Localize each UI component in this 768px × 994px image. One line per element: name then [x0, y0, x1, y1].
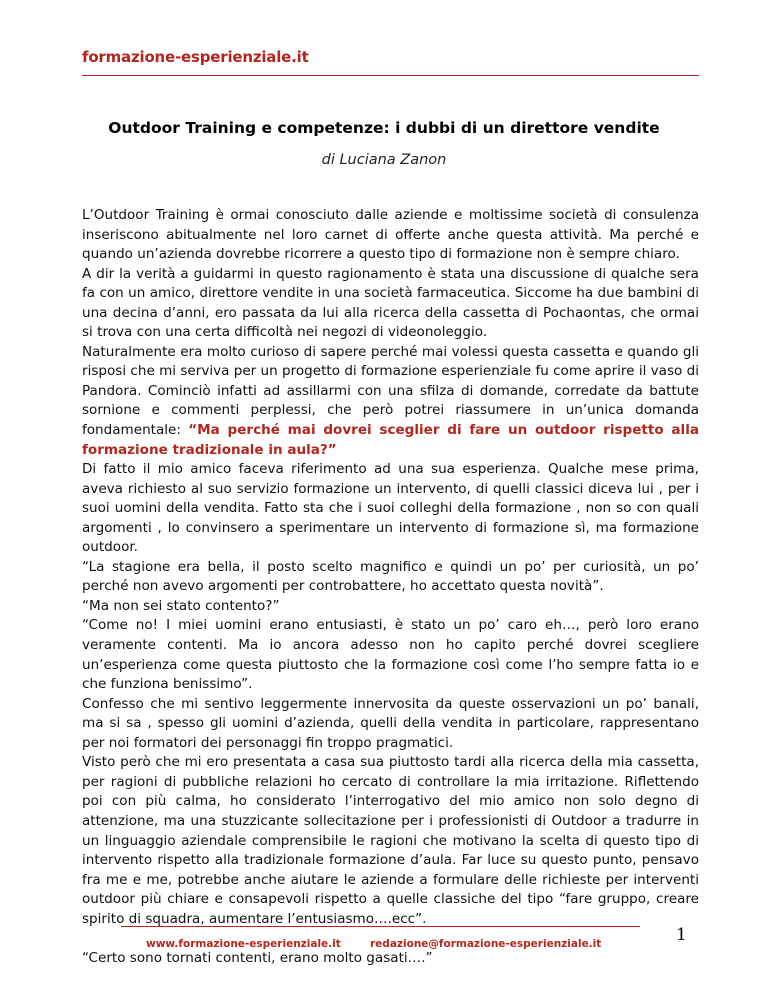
paragraph — [82, 343, 699, 460]
header-divider — [82, 75, 699, 76]
article-byline: di Luciana Zanon — [321, 152, 447, 168]
footer-email-link[interactable]: redazione@formazione-esperienziale.it — [370, 938, 602, 950]
key-question: “Ma perché mai dovrei sceglier di fare un outdoor rispetto alla formazione tradizionale in aula?” — [82, 422, 699, 458]
page-number: 1 — [676, 925, 687, 945]
paragraph: “Ma non sei stato contento?” — [82, 597, 280, 614]
brand-logo-text: formazione-esperienziale.it — [82, 48, 309, 66]
paragraph: Visto però che mi ero presentata a casa sua piuttosto tardi alla ricerca della mia cassetta, per ragioni di pubbliche relazioni ho cercato di controllare la mia irritazione. Riflettendo poi con più calma, ho considerato l’interrogativo del mio amico non solo degno di attenzione, ma una stuzzicante sollecitazione per i professionisti di Outdoor a tradurre in un linguaggio aziendale comprensibile le ragioni che motivano la scelta di questo tipo di intervento rispetto alla tradizionale formazione d’aula. Far luce su questo punto, pensavo fra me e me, potrebbe anche aiutare le aziende a formulare delle richieste per interventi outdoor più chiare e consapevoli rispetto a quelle classiche del tipo “fare gruppo, creare spirito di squadra, aumentare l’entusiasmo….ecc”. — [82, 754, 699, 927]
article-body — [82, 206, 699, 968]
paragraph: L’Outdoor Training è ormai conosciuto dalle aziende e moltissime società di consulenza inseriscono abitualmente nel loro carnet di offerte anche questa attività. Ma perché e quando un’azienda dovrebbe ricorrere a questo tipo di formazione non è sempre chiaro. — [82, 207, 699, 263]
paragraph: “Come no! I miei uomini erano entusiasti, è stato un po’ caro eh…, però loro erano veramente contenti. Ma io ancora adesso non ho capito perché dovrei scegliere un’esperienza come questa piuttosto che la formazione così come l’ho sempre fatta io e che funziona benissimo”. — [82, 617, 699, 693]
article-title: Outdoor Training e competenze: i dubbi di un direttore vendite — [108, 119, 660, 137]
paragraph: A dir la verità a guidarmi in questo ragionamento è stata una discussione di qualche sera fa con un amico, direttore vendite in una società farmaceutica. Siccome ha due bambini di una decina d’anni, ero passata da lui alla ricerca della cassetta di Pochaontas, che ormai si trova con una certa difficoltà nei negozi di videonoleggio. — [82, 265, 699, 341]
footer-links — [0, 938, 768, 954]
paragraph: “La stagione era bella, il posto scelto magnifico e quindi un po’ per curiosità, un po’ perché non avevo argomenti per controbattere, ho accettato questa novità”. — [82, 558, 699, 595]
footer-website-link[interactable]: www.formazione-esperienziale.it — [146, 938, 341, 950]
footer-divider — [121, 926, 640, 927]
paragraph: Confesso che mi sentivo leggermente innervosita da queste osservazioni un po’ banali, ma si sa , spesso gli uomini d’azienda, quelli della vendita in particolare, rappresentano per noi formatori dei personaggi fin troppo pragmatici. — [82, 695, 699, 751]
paragraph-text: Naturalmente era molto curioso di sapere perché mai volessi questa cassetta e quando gli risposi che mi serviva per un progetto di formazione esperienziale fu come aprire il vaso di Pandora. Cominciò infatti ad assillarmi con una sfilza di domande, corredate da battute sornione e commenti perplessi, che però potrei riassumere in un’unica domanda fondamentale: — [82, 343, 699, 439]
paragraph: “Certo sono tornati contenti, erano molto gasati….” — [82, 949, 433, 966]
paragraph: Di fatto il mio amico faceva riferimento ad una sua esperienza. Qualche mese prima, aveva richiesto al suo servizio formazione un intervento, di quelli classici diceva lui , per i suoi uomini della vendita. Fatto sta che i suoi colleghi della formazione , non so con quali argomenti , lo convinsero a sperimentare un intervento di formazione sì, ma formazione outdoor. — [82, 461, 699, 556]
